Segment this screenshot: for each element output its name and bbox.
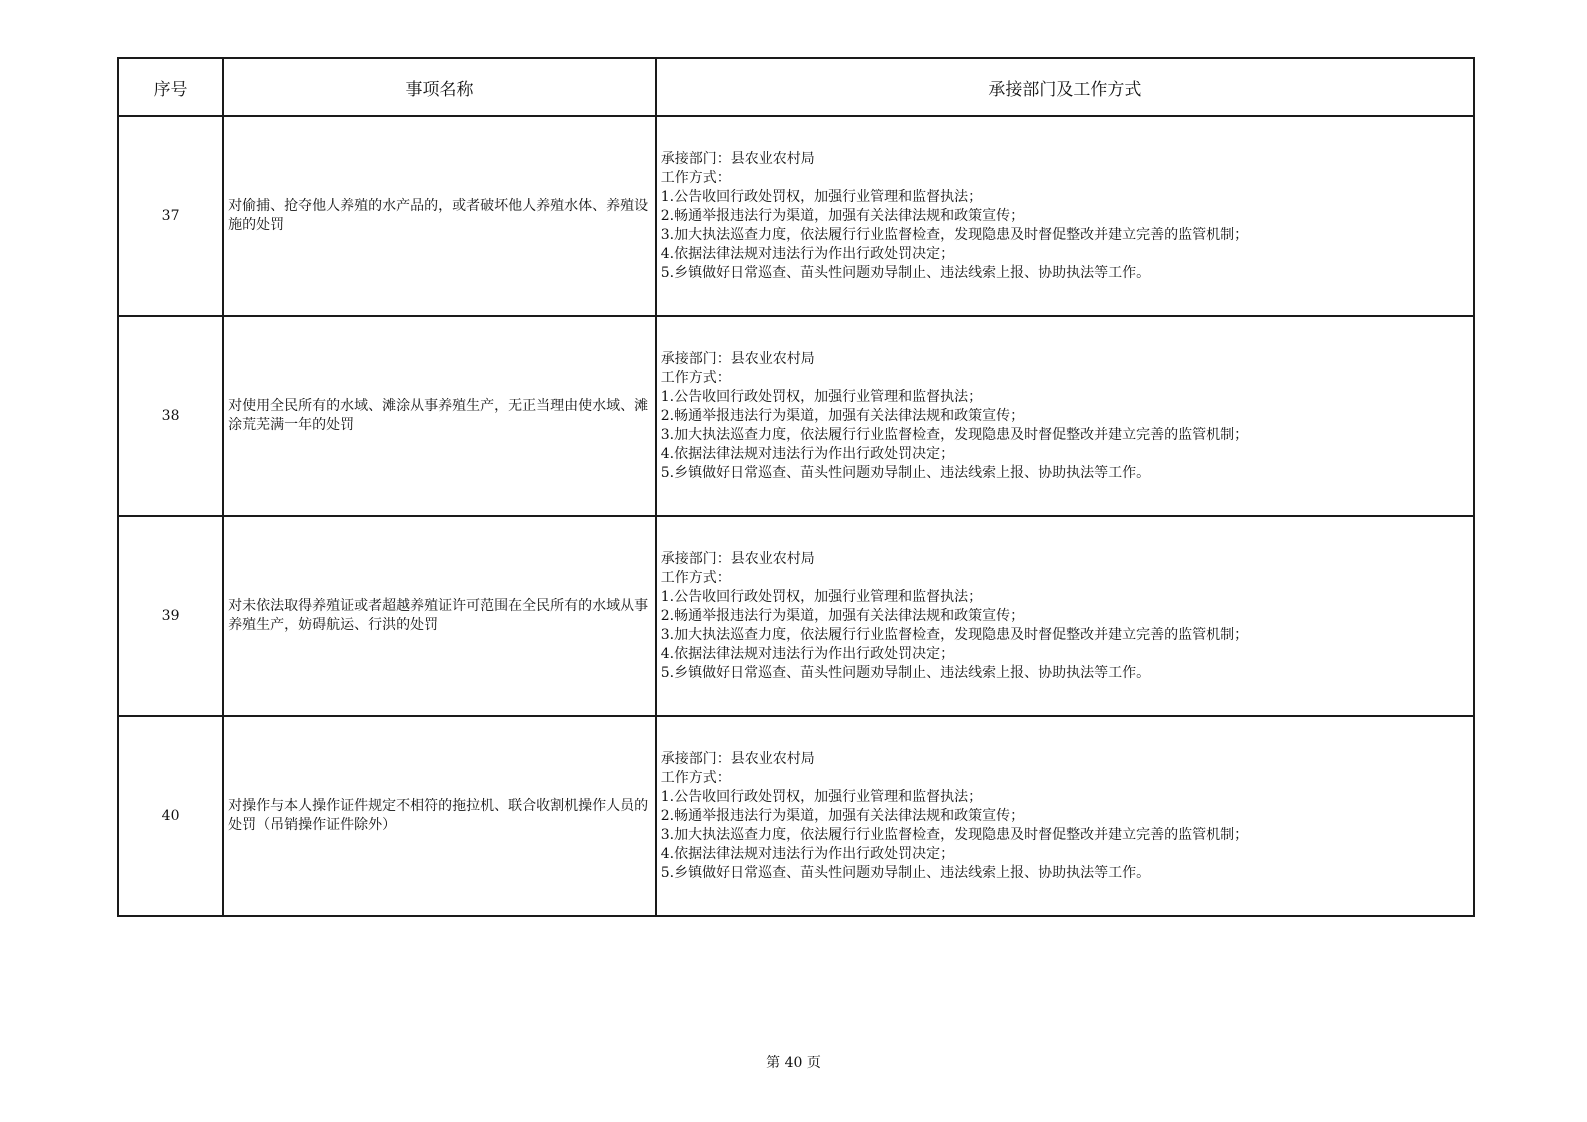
table-row xyxy=(118,516,1474,716)
row-dept-method xyxy=(656,716,1474,916)
step-line: 4.依据法律法规对违法行为作出行政处罚决定； xyxy=(660,445,955,462)
table-row xyxy=(118,316,1474,516)
step-line: 5.乡镇做好日常巡查、苗头性问题劝导制止、违法线索上报、协助执法等工作。 xyxy=(660,264,1151,281)
dept-line: 承接部门：县农业农村局 xyxy=(660,350,815,367)
step-line: 2.畅通举报违法行为渠道，加强有关法律法规和政策宣传； xyxy=(660,407,1025,424)
row-item-name: 对操作与本人操作证件规定不相符的拖拉机、联合收割机操作人员的处罚（吊销操作证件除外） xyxy=(223,716,656,916)
row-seq: 40 xyxy=(118,716,223,916)
mode-line: 工作方式： xyxy=(660,769,731,786)
step-line: 1.公告收回行政处罚权，加强行业管理和监督执法； xyxy=(660,188,983,205)
step-line: 1.公告收回行政处罚权，加强行业管理和监督执法； xyxy=(660,788,983,805)
step-line: 4.依据法律法规对违法行为作出行政处罚决定； xyxy=(660,845,955,862)
step-line: 5.乡镇做好日常巡查、苗头性问题劝导制止、违法线索上报、协助执法等工作。 xyxy=(660,464,1151,481)
header-item-name: 事项名称 xyxy=(223,58,656,116)
table-row xyxy=(118,116,1474,316)
step-line: 2.畅通举报违法行为渠道，加强有关法律法规和政策宣传； xyxy=(660,807,1025,824)
row-dept-method xyxy=(656,516,1474,716)
step-line: 3.加大执法巡查力度，依法履行行业监督检查，发现隐患及时督促整改并建立完善的监管机制； xyxy=(660,226,1249,243)
header-seq: 序号 xyxy=(118,58,223,116)
row-dept-method xyxy=(656,316,1474,516)
step-line: 4.依据法律法规对违法行为作出行政处罚决定； xyxy=(660,245,955,262)
mode-line: 工作方式： xyxy=(660,369,731,386)
row-item-name: 对未依法取得养殖证或者超越养殖证许可范围在全民所有的水域从事养殖生产，妨碍航运、行洪的处罚 xyxy=(223,516,656,716)
step-line: 3.加大执法巡查力度，依法履行行业监督检查，发现隐患及时督促整改并建立完善的监管机制； xyxy=(660,426,1249,443)
step-line: 1.公告收回行政处罚权，加强行业管理和监督执法； xyxy=(660,388,983,405)
matters-table xyxy=(117,57,1475,917)
step-line: 2.畅通举报违法行为渠道，加强有关法律法规和政策宣传； xyxy=(660,207,1025,224)
page-number: 第 40 页 xyxy=(766,1055,821,1071)
row-seq: 39 xyxy=(118,516,223,716)
step-line: 5.乡镇做好日常巡查、苗头性问题劝导制止、违法线索上报、协助执法等工作。 xyxy=(660,864,1151,881)
step-line: 3.加大执法巡查力度，依法履行行业监督检查，发现隐患及时督促整改并建立完善的监管机制； xyxy=(660,826,1249,843)
dept-line: 承接部门：县农业农村局 xyxy=(660,550,815,567)
step-line: 2.畅通举报违法行为渠道，加强有关法律法规和政策宣传； xyxy=(660,607,1025,624)
dept-line: 承接部门：县农业农村局 xyxy=(660,150,815,167)
table-header-row xyxy=(118,58,1474,116)
step-line: 3.加大执法巡查力度，依法履行行业监督检查，发现隐患及时督促整改并建立完善的监管机制； xyxy=(660,626,1249,643)
step-line: 4.依据法律法规对违法行为作出行政处罚决定； xyxy=(660,645,955,662)
row-seq: 37 xyxy=(118,116,223,316)
table-row xyxy=(118,716,1474,916)
row-item-name: 对偷捕、抢夺他人养殖的水产品的，或者破坏他人养殖水体、养殖设施的处罚 xyxy=(223,116,656,316)
row-dept-method xyxy=(656,116,1474,316)
dept-line: 承接部门：县农业农村局 xyxy=(660,750,815,767)
mode-line: 工作方式： xyxy=(660,169,731,186)
header-dept-method: 承接部门及工作方式 xyxy=(656,58,1474,116)
row-item-name: 对使用全民所有的水域、滩涂从事养殖生产，无正当理由使水域、滩涂荒芜满一年的处罚 xyxy=(223,316,656,516)
row-seq: 38 xyxy=(118,316,223,516)
step-line: 5.乡镇做好日常巡查、苗头性问题劝导制止、违法线索上报、协助执法等工作。 xyxy=(660,664,1151,681)
step-line: 1.公告收回行政处罚权，加强行业管理和监督执法； xyxy=(660,588,983,605)
mode-line: 工作方式： xyxy=(660,569,731,586)
